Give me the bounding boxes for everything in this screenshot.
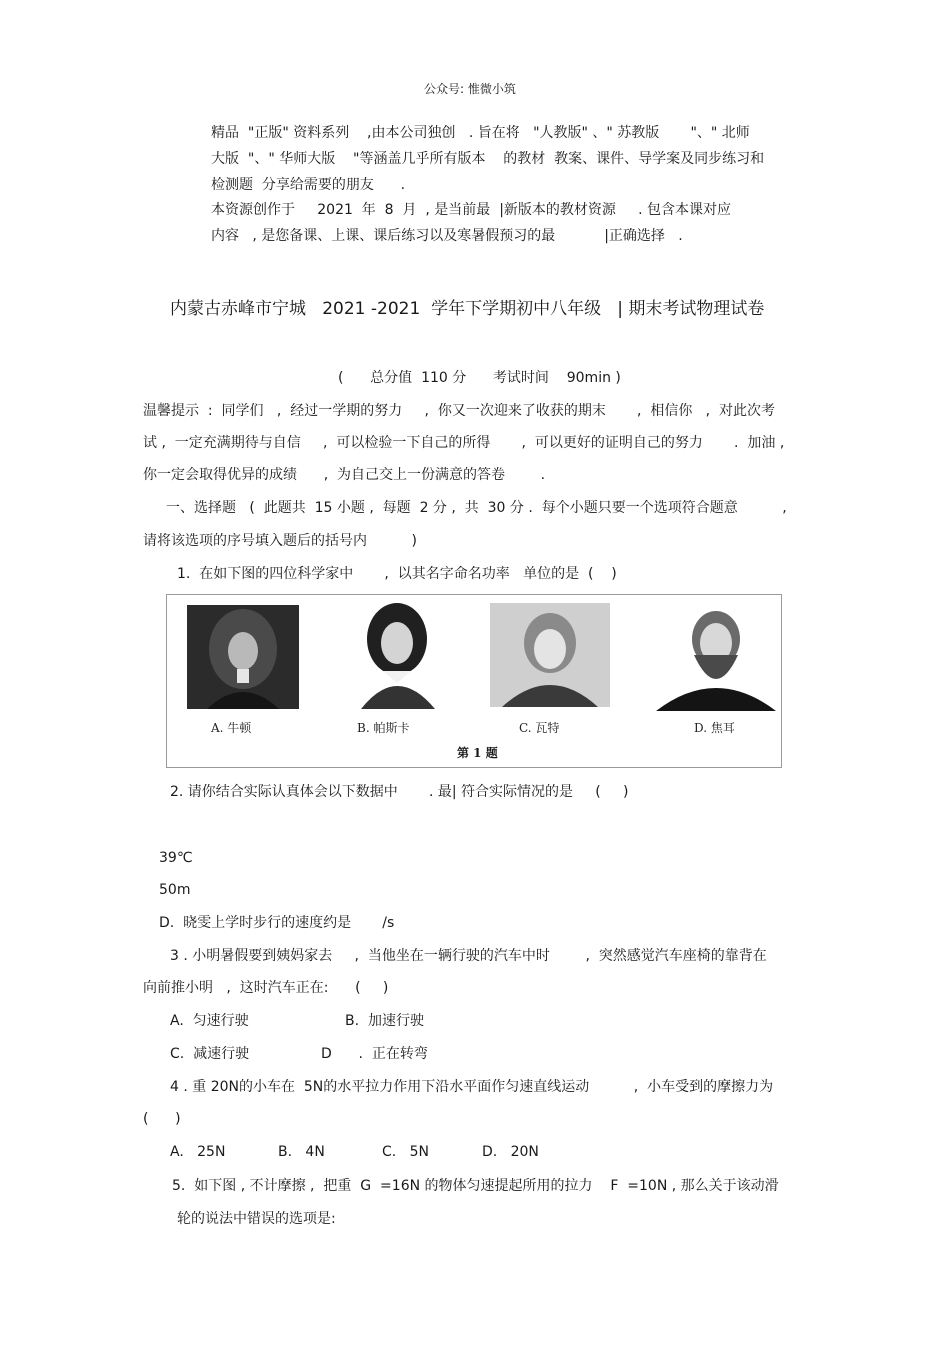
q2-option-2: 50m [159,882,191,898]
q3-stem-line-1: 3 . 小明暑假要到姨妈家去 , 当他坐在一辆行驶的汽车中时 , 突然感觉汽车座椅的靠背在 [170,948,767,964]
q4-option-b: B. 4N [278,1144,325,1160]
tips-line-3: 你一定会取得优异的成绩 , 为自己交上一份满意的答卷 . [143,467,546,483]
q4-stem-line-1: 4 . 重 20N的小车在 5N的水平拉力作用下沿水平面作匀速直线运动 , 小车受到的摩擦力为 [170,1079,774,1095]
q4-option-d: D. 20N [482,1144,539,1160]
q3-option-a: A. 匀速行驶 [170,1013,249,1029]
q3-stem-line-2: 向前推小明 , 这时汽车正在: ( ) [143,980,389,996]
q3-option-c: C. 减速行驶 [170,1046,250,1062]
header-account: 公众号: 惟微小筑 [424,82,516,96]
q4-option-c: C. 5N [382,1144,429,1160]
intro-line-3: 检测题 分享给需要的朋友 . [211,177,406,193]
caption-a: A. 牛顿 [211,721,252,735]
q2-stem: 2. 请你结合实际认真体会以下数据中 . 最| 符合实际情况的是 ( ) [170,784,629,800]
q3-option-b: B. 加速行驶 [345,1013,424,1029]
exam-title: 内蒙古赤峰市宁城 2021 -2021 学年下学期初中八年级 | 期末考试物理试卷 [170,299,765,319]
portrait-watt [490,603,610,707]
portrait-pascal [343,599,451,711]
section-heading-line-2: 请将该选项的序号填入题后的括号内 ) [143,533,417,549]
intro-line-4: 本资源创作于 2021 年 8 月 , 是当前最 |新版本的教材资源 . 包含本课对应 [211,202,732,218]
exam-meta: ( 总分值 110 分 考试时间 90min ) [338,370,621,386]
intro-line-5: 内容 , 是您备课、上课、课后练习以及寒暑假预习的最 |正确选择 . [211,228,683,244]
q3-option-d: D . 正在转弯 [321,1046,428,1062]
q5-stem-line-1: 5. 如下图 , 不计摩擦 , 把重 G =16N 的物体匀速提起所用的拉力 F =10N , 那么关于该动滑 [172,1178,779,1194]
tips-line-1: 温馨提示 : 同学们 , 经过一学期的努力 , 你又一次迎来了收获的期末 , 相信你 , 对此次考 [143,403,776,419]
q4-option-a: A. 25N [170,1144,226,1160]
intro-line-2: 大版 "、" 华师大版 "等涵盖几乎所有版本 的教材 教案、课件、导学案及同步练习和 [211,151,765,167]
portrait-newton [187,605,299,709]
figure-label: 第 1 题 [457,746,498,760]
section-heading-line-1: 一、选择题 ( 此题共 15 小题 , 每题 2 分 , 共 30 分 . 每个小题只要一个选项符合题意 , [166,500,787,516]
portrait-joule [656,603,776,711]
q4-stem-line-2: ( ) [143,1111,181,1127]
intro-line-1: 精品 "正版" 资料系列 ,由本公司独创 . 旨在将 "人教版" 、" 苏教版 "、" 北师 [211,125,750,141]
tips-line-2: 试 , 一定充满期待与自信 , 可以检验一下自己的所得 , 可以更好的证明自己的努力 . 加油 , [143,435,785,451]
q2-option-1: 39℃ [159,850,193,866]
caption-b: B. 帕斯卡 [357,721,410,735]
q2-option-d: D. 晓雯上学时步行的速度约是 /s [159,915,395,931]
q5-stem-line-2: 轮的说法中错误的选项是: [177,1211,336,1227]
caption-d: D. 焦耳 [694,721,735,735]
caption-c: C. 瓦特 [519,721,560,735]
q1-figure [166,594,782,768]
q1-stem: 1. 在如下图的四位科学家中 , 以其名字命名功率 单位的是 ( ) [177,566,617,582]
